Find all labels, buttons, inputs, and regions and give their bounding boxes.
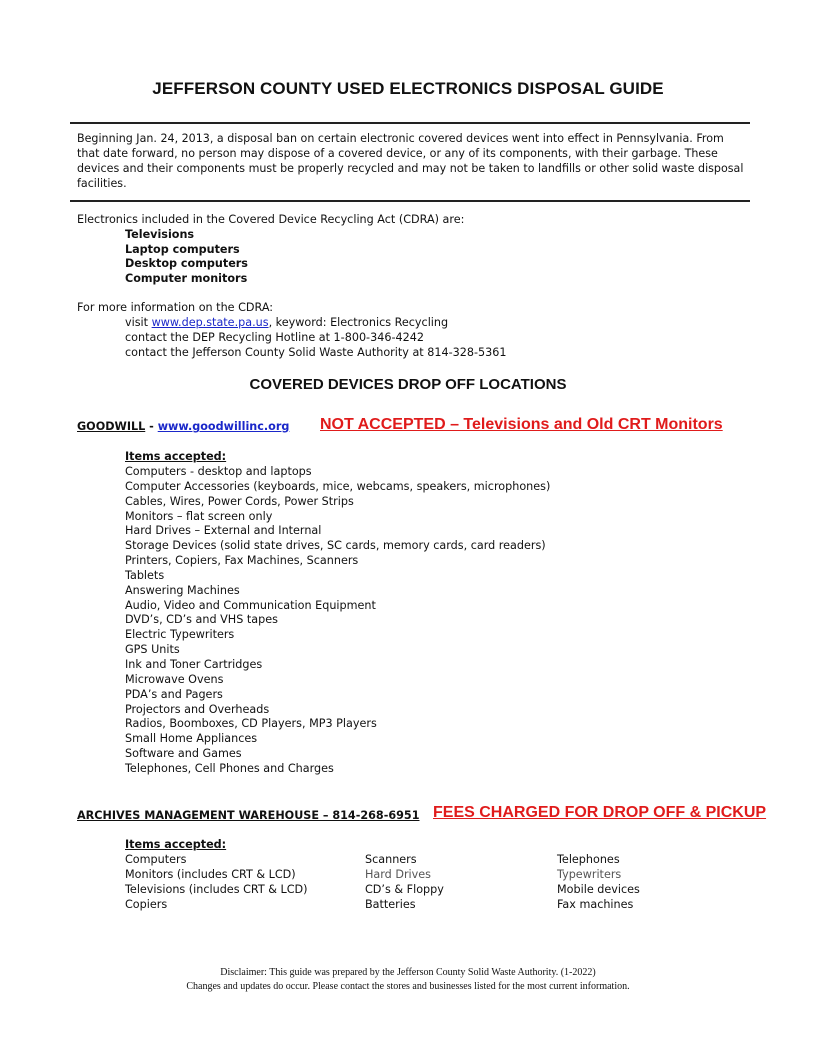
visit-prefix: visit — [125, 316, 152, 329]
disclaimer-line-2: Changes and updates do occur. Please contact the stores and businesses listed for the most current information. — [186, 981, 630, 992]
list-item: Telephones, Cell Phones and Charges — [125, 761, 334, 775]
archives-col-2 — [365, 852, 444, 912]
cdra-item: Desktop computers — [125, 257, 248, 270]
visit-suffix: , keyword: Electronics Recycling — [268, 316, 449, 329]
top-divider — [70, 122, 750, 124]
cdra-item: Laptop computers — [125, 243, 240, 256]
goodwill-note: NOT ACCEPTED – Televisions and Old CRT Monitors — [320, 416, 723, 433]
list-item: Cables, Wires, Power Cords, Power Strips — [125, 494, 354, 508]
list-item: Televisions (includes CRT & LCD) — [125, 883, 308, 896]
list-item: Small Home Appliances — [125, 732, 258, 746]
more-info-lead: For more information on the CDRA: — [77, 301, 274, 314]
list-item: Electric Typewriters — [125, 628, 235, 642]
list-item: Storage Devices (solid state drives, SC cards, memory cards, card readers) — [125, 539, 546, 553]
disclaimer-line-1: Disclaimer: This guide was prepared by the Jefferson County Solid Waste Authority. (1-2022) — [220, 967, 596, 978]
list-item: Radios, Boomboxes, CD Players, MP3 Players — [125, 717, 377, 731]
list-item: Typewriters — [557, 868, 622, 881]
list-item: Computer Accessories (keyboards, mice, webcams, speakers, microphones) — [125, 479, 551, 493]
list-item: Copiers — [125, 898, 168, 911]
list-item: DVD’s, CD’s and VHS tapes — [125, 613, 278, 627]
list-item: Audio, Video and Communication Equipment — [125, 598, 376, 612]
list-item: Printers, Copiers, Fax Machines, Scanners — [125, 554, 359, 568]
list-item: Software and Games — [125, 747, 242, 761]
list-item: Mobile devices — [557, 883, 640, 896]
cdra-item: Computer monitors — [125, 272, 248, 285]
list-item: Fax machines — [557, 898, 634, 911]
list-item: Hard Drives – External and Internal — [125, 524, 322, 538]
visit-line — [125, 316, 448, 331]
cdra-item: Televisions — [125, 228, 195, 241]
list-item: Ink and Toner Cartridges — [125, 657, 263, 671]
goodwill-header — [77, 420, 289, 433]
list-item: Computers — [125, 853, 187, 866]
list-item: CD’s & Floppy — [365, 883, 444, 896]
list-item: Monitors (includes CRT & LCD) — [125, 868, 296, 881]
goodwill-items-heading: Items accepted: — [125, 450, 227, 463]
goodwill-items-list — [125, 465, 550, 777]
list-item: Computers - desktop and laptops — [125, 465, 312, 478]
page-title: JEFFERSON COUNTY USED ELECTRONICS DISPOSAL GUIDE — [152, 79, 664, 98]
list-item: Scanners — [365, 853, 417, 866]
cdra-lead: Electronics included in the Covered Device Recycling Act (CDRA) are: — [77, 213, 465, 226]
list-item: Monitors – flat screen only — [125, 509, 273, 523]
list-item: PDA’s and Pagers — [125, 687, 223, 701]
section-title: COVERED DEVICES DROP OFF LOCATIONS — [249, 376, 567, 393]
list-item: Tablets — [125, 568, 165, 582]
list-item: GPS Units — [125, 643, 180, 657]
authority-line: contact the Jefferson County Solid Waste Authority at 814-328-5361 — [125, 346, 507, 359]
list-item: Microwave Ovens — [125, 672, 224, 686]
intro-paragraph: Beginning Jan. 24, 2013, a disposal ban on certain electronic covered devices went into effect in Pennsylvania. From that date forward, no person may dispose of a covered device, or any of its components, with their garbage. These devices and their components must be properly recycled and may not be taken to landfills or other solid waste disposal facilities. — [77, 132, 744, 190]
archives-col-3 — [557, 852, 640, 912]
list-item: Answering Machines — [125, 583, 240, 597]
goodwill-link[interactable]: www.goodwillinc.org — [157, 420, 290, 433]
hotline-line: contact the DEP Recycling Hotline at 1-800-346-4242 — [125, 331, 424, 344]
dep-link[interactable]: www.dep.state.pa.us — [151, 316, 269, 329]
list-item: Hard Drives — [365, 868, 431, 881]
archives-items-heading: Items accepted: — [125, 838, 227, 851]
list-item: Telephones — [557, 853, 620, 866]
archives-note: FEES CHARGED FOR DROP OFF & PICKUP — [433, 804, 767, 821]
goodwill-name: GOODWILL — [77, 420, 146, 433]
archives-name: ARCHIVES MANAGEMENT WAREHOUSE – 814-268-6951 — [77, 809, 420, 822]
intro-divider — [70, 200, 750, 202]
goodwill-sep: - — [145, 420, 158, 433]
archives-col-1 — [125, 852, 308, 912]
list-item: Batteries — [365, 898, 416, 911]
list-item: Projectors and Overheads — [125, 702, 270, 716]
